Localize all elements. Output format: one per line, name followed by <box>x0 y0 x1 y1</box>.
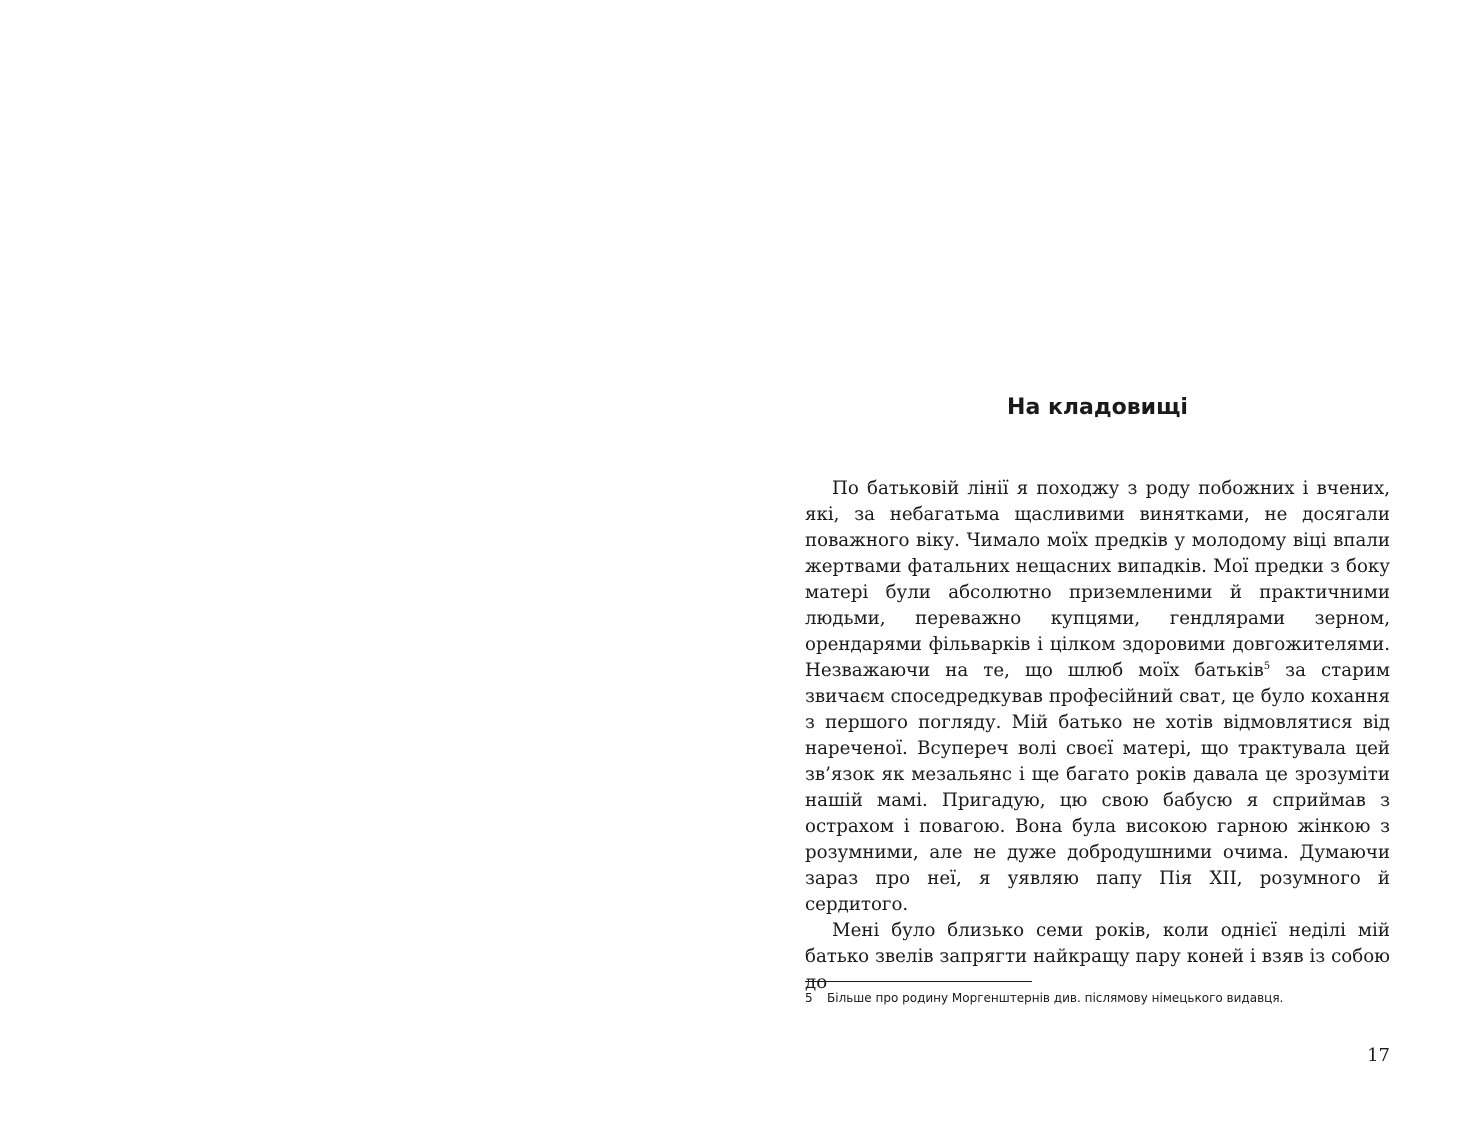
chapter-title: На кладовищі <box>1007 395 1188 420</box>
footnote-divider <box>805 981 1032 982</box>
paragraph-1-text-b: за старим звичаєм споседредкував професійний сват, це було кохання з першого погляду. Мій батько не хотів відмовлятися від нареченої. Всупереч волі своєї матері, що трактувала цей зв’язок як мезальянс і ще багато років давала це зрозуміти нашій мамі. Пригадую, цю свою бабусю я сприймав з острахом і повагою. Вона була високою гарною жінкою з розумними, але не дуже добродушними очима. Думаючи зараз про неї, я уявляю папу Пія XII, розумного й сердитого. <box>805 660 1391 915</box>
footnote <box>805 988 1390 1008</box>
page-number: 17 <box>1367 1045 1390 1066</box>
paragraph-2: Мені було близько семи років, коли однієї неділі мій батько звелів запрягти найкращу пару коней і взяв із собою до <box>805 920 1390 993</box>
footnote-text: Більше про родину Моргенштернів див. післямову німецького видавця. <box>827 991 1284 1005</box>
paragraph-1 <box>805 476 1390 918</box>
right-page <box>737 0 1474 1134</box>
footnote-number: 5 <box>805 991 813 1005</box>
footnote-reference[interactable]: 5 <box>1263 660 1271 672</box>
paragraph-1-text-a: По батьковій лінії я походжу з роду побожних і вчених, які, за небагатьма щасливими винятками, не досягали поважного віку. Чимало моїх предків у молодому віці впали жертвами фатальних нещасних випадків. Мої предки з боку матері були абсолютно приземленими й практичними людьми, переважно купцями, гендлярами зерном, орендарями фільварків і цілком здоровими довгожителями. Незважаючи на те, що шлюб моїх батьків <box>805 478 1390 681</box>
body-text <box>805 476 1390 996</box>
